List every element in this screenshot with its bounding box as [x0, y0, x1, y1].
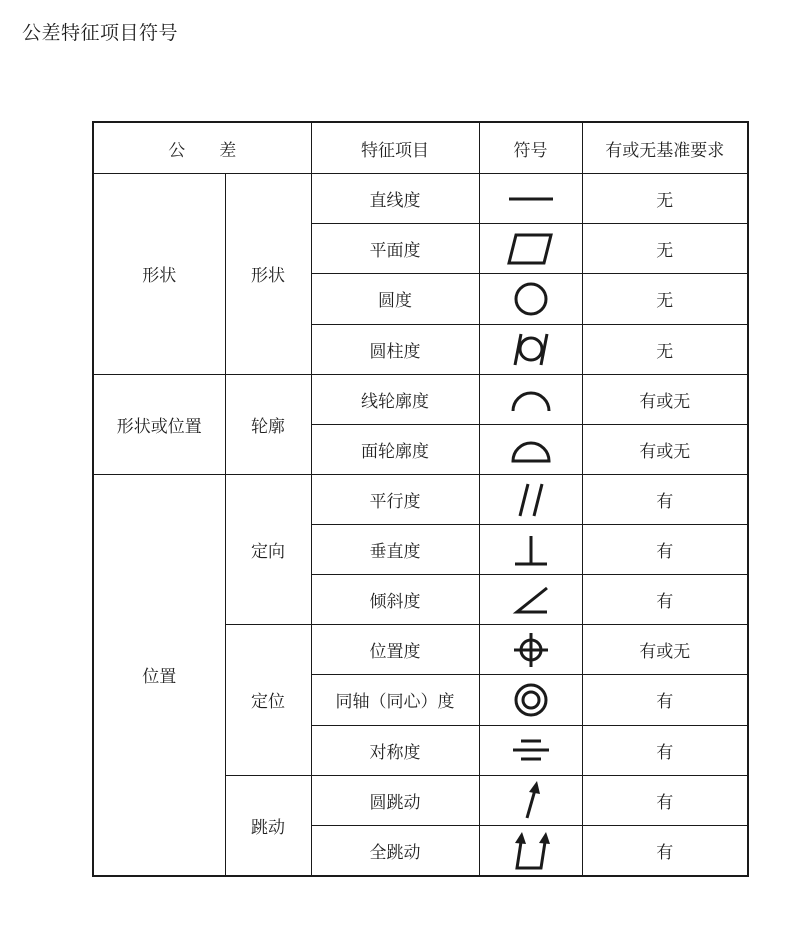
feature-cell: 线轮廓度 — [311, 374, 479, 424]
symmetry-icon — [501, 730, 561, 770]
straightness-icon — [501, 181, 561, 217]
line-profile-icon — [501, 381, 561, 417]
feature-cell: 圆度 — [311, 274, 479, 324]
circular-runout-icon — [501, 778, 561, 822]
datum-cell: 无 — [582, 224, 748, 274]
symbol-cell — [479, 174, 582, 224]
table-row — [93, 174, 748, 224]
subgroup-shape: 形状 — [225, 174, 311, 375]
concentricity-icon — [501, 679, 561, 721]
feature-cell: 垂直度 — [311, 525, 479, 575]
datum-cell: 有 — [582, 525, 748, 575]
symbol-cell — [479, 424, 582, 474]
feature-cell: 对称度 — [311, 725, 479, 775]
symbol-cell — [479, 575, 582, 625]
tolerance-symbol-table — [92, 121, 749, 877]
feature-cell: 平面度 — [311, 224, 479, 274]
header-symbol: 符号 — [479, 122, 582, 174]
datum-cell: 有 — [582, 575, 748, 625]
symbol-cell — [479, 474, 582, 524]
symbol-cell — [479, 825, 582, 876]
cylindricity-icon — [501, 328, 561, 370]
feature-cell: 全跳动 — [311, 825, 479, 876]
header-feature: 特征项目 — [311, 122, 479, 174]
feature-cell: 位置度 — [311, 625, 479, 675]
header-tolerance: 公 差 — [93, 122, 311, 174]
group-shape: 形状 — [93, 174, 225, 375]
datum-cell: 无 — [582, 174, 748, 224]
circularity-icon — [501, 279, 561, 319]
feature-cell: 倾斜度 — [311, 575, 479, 625]
position-icon — [501, 630, 561, 670]
symbol-cell — [479, 525, 582, 575]
feature-cell: 直线度 — [311, 174, 479, 224]
datum-cell: 有 — [582, 825, 748, 876]
group-position: 位置 — [93, 474, 225, 876]
subgroup-location: 定位 — [225, 625, 311, 775]
page-title: 公差特征项目符号 — [22, 22, 179, 44]
perpendicularity-icon — [501, 530, 561, 570]
symbol-cell — [479, 625, 582, 675]
symbol-cell — [479, 374, 582, 424]
symbol-cell — [479, 224, 582, 274]
angularity-icon — [501, 580, 561, 620]
surface-profile-icon — [501, 431, 561, 467]
feature-cell: 面轮廓度 — [311, 424, 479, 474]
subgroup-orientation: 定向 — [225, 474, 311, 624]
datum-cell: 无 — [582, 274, 748, 324]
symbol-cell — [479, 274, 582, 324]
symbol-cell — [479, 775, 582, 825]
datum-cell: 无 — [582, 324, 748, 374]
parallelism-icon — [501, 478, 561, 520]
datum-cell: 有 — [582, 675, 748, 725]
datum-cell: 有或无 — [582, 625, 748, 675]
datum-cell: 有 — [582, 725, 748, 775]
feature-cell: 平行度 — [311, 474, 479, 524]
feature-cell: 圆跳动 — [311, 775, 479, 825]
symbol-cell — [479, 675, 582, 725]
subgroup-profile: 轮廓 — [225, 374, 311, 474]
table-row — [93, 474, 748, 524]
datum-cell: 有或无 — [582, 424, 748, 474]
symbol-cell — [479, 725, 582, 775]
total-runout-icon — [501, 828, 561, 872]
datum-cell: 有 — [582, 474, 748, 524]
table-row — [93, 374, 748, 424]
feature-cell: 同轴（同心）度 — [311, 675, 479, 725]
symbol-cell — [479, 324, 582, 374]
feature-cell: 圆柱度 — [311, 324, 479, 374]
datum-cell: 有或无 — [582, 374, 748, 424]
flatness-icon — [501, 229, 561, 269]
datum-cell: 有 — [582, 775, 748, 825]
header-datum: 有或无基准要求 — [582, 122, 748, 174]
group-shape-or-position: 形状或位置 — [93, 374, 225, 474]
table-header-row — [93, 122, 748, 174]
subgroup-runout: 跳动 — [225, 775, 311, 876]
